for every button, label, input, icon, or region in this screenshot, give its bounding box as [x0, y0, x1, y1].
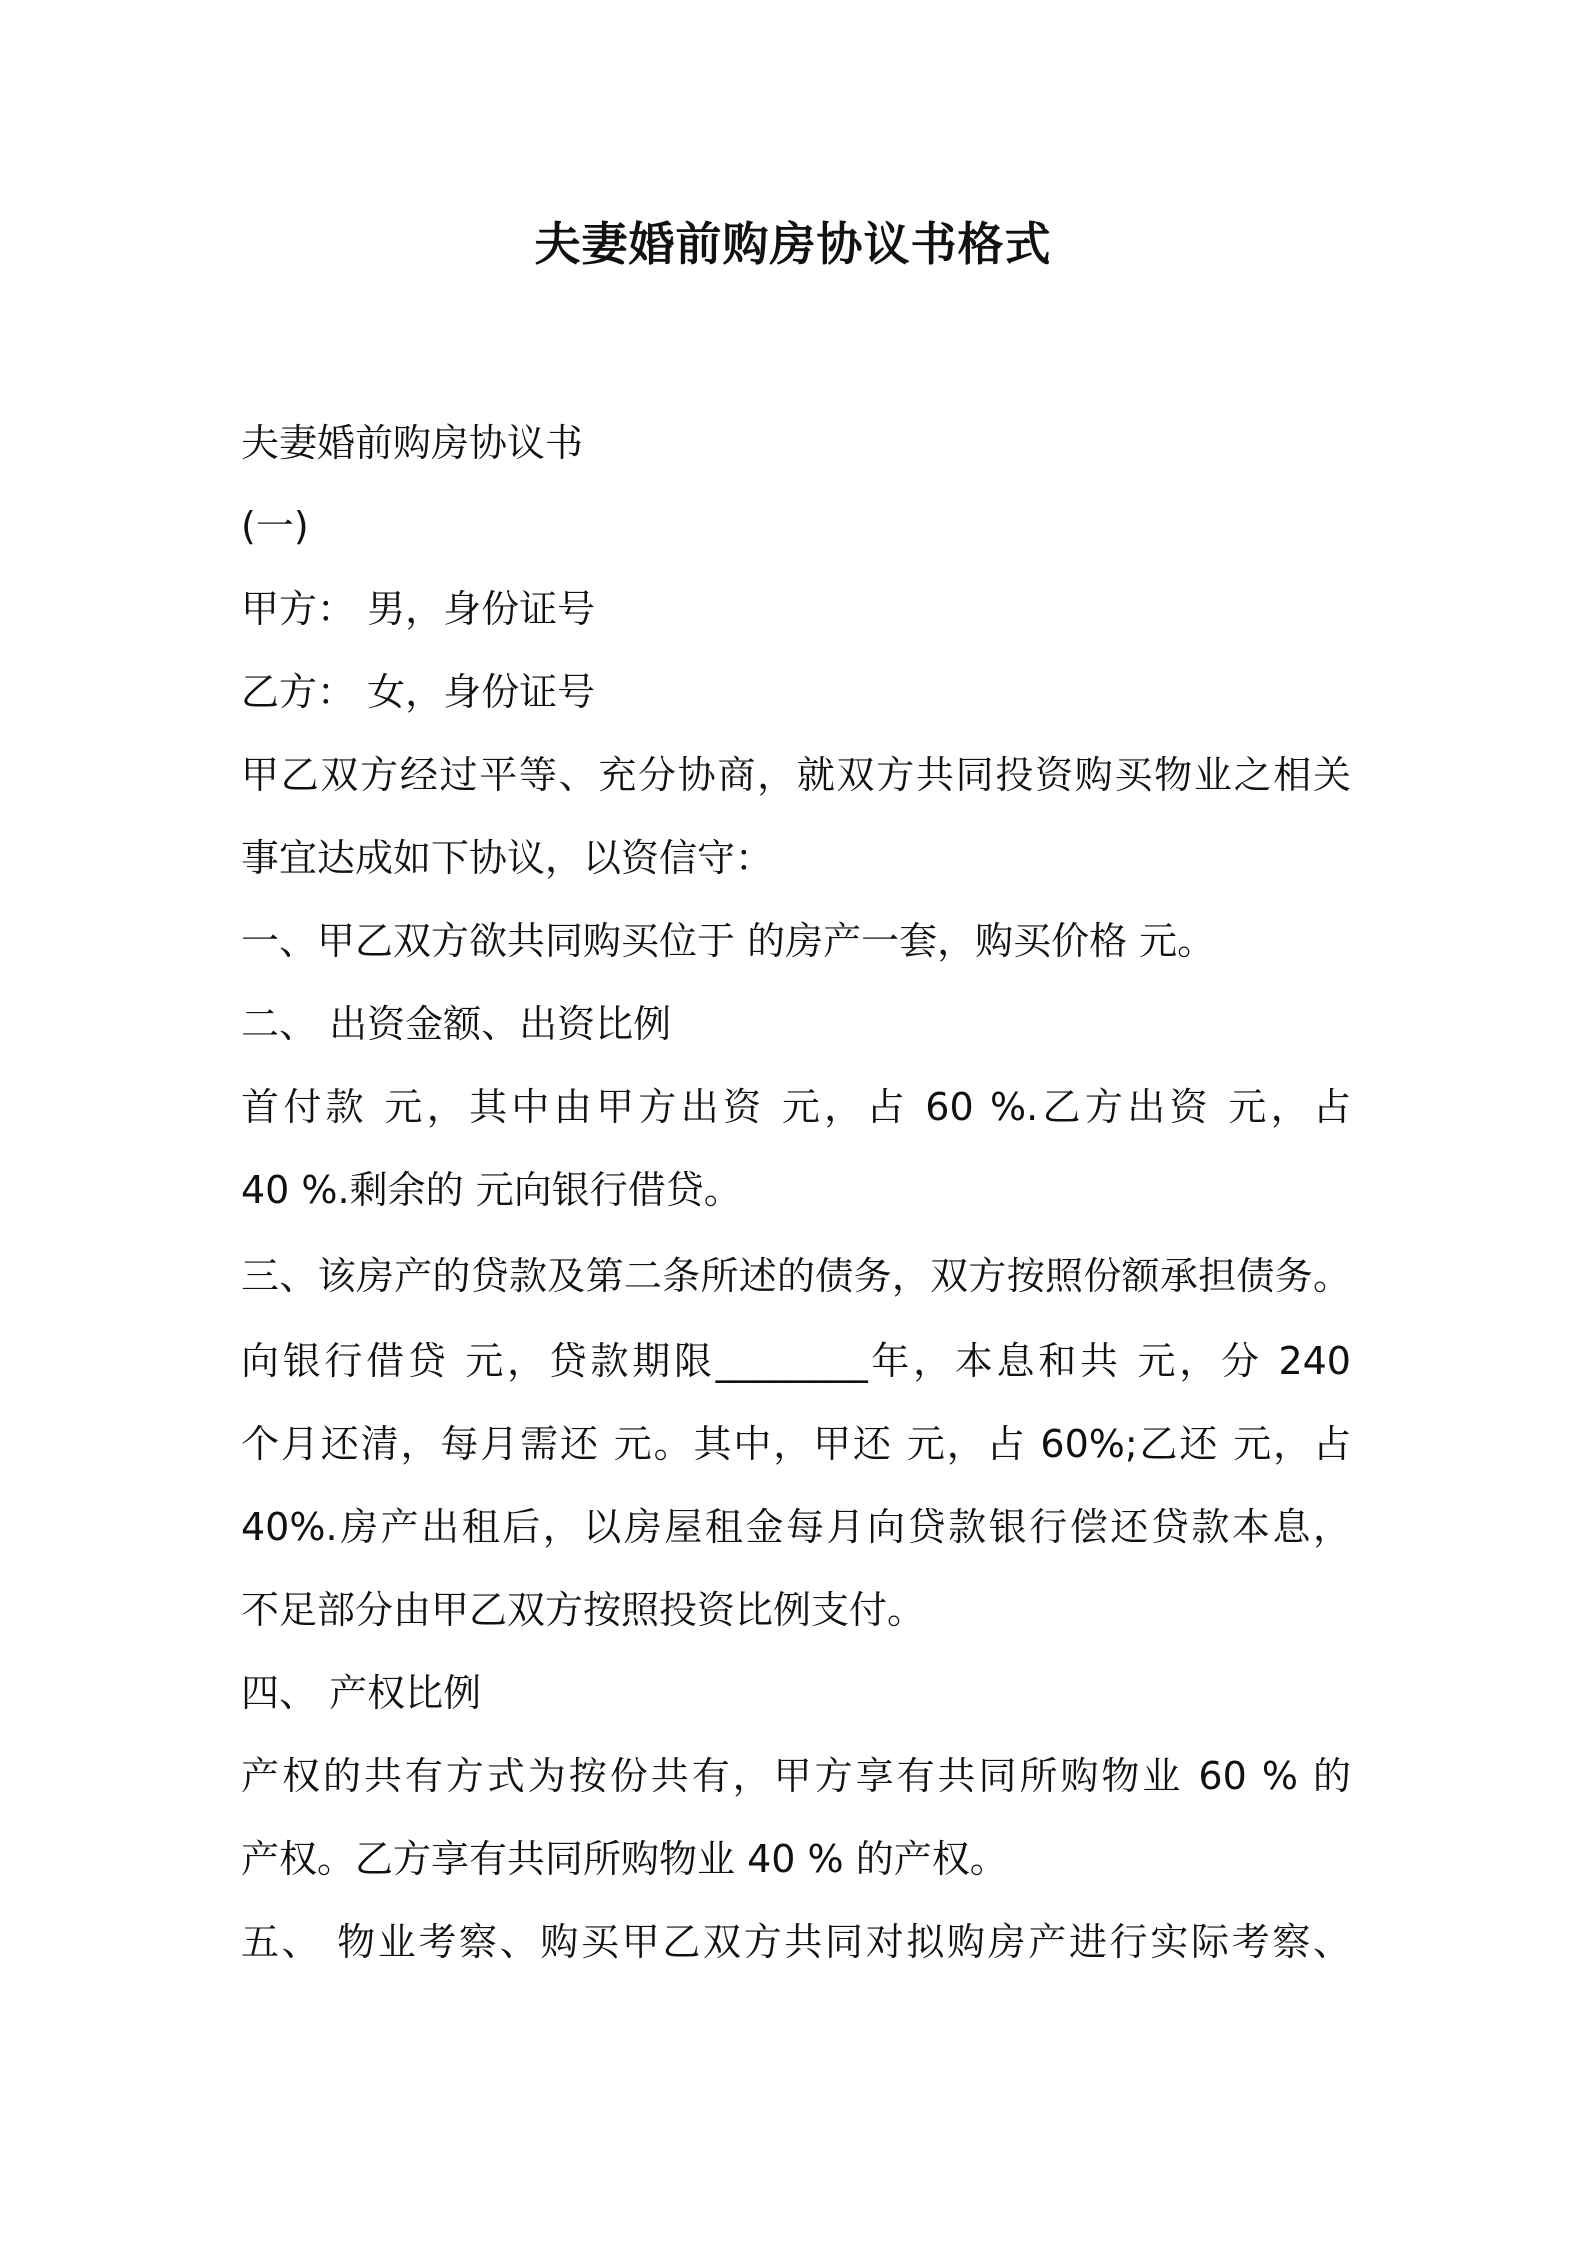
document-title: 夫妻婚前购房协议书格式 — [534, 217, 1052, 271]
clause-3-line-3: 40%.房产出租后，以房屋租金每月向贷款银行偿还贷款本息， — [241, 1505, 1351, 1549]
clause-2-line-2: 40 %.剩余的 元向银行借贷。 — [241, 1168, 742, 1212]
clause-4-line-1: 产权的共有方式为按份共有，甲方享有共同所购物业 60 % 的 — [241, 1754, 1351, 1798]
clause-4-heading: 四、 产权比例 — [241, 1671, 482, 1715]
clause-2-heading: 二、 出资金额、出资比例 — [241, 1002, 672, 1046]
party-a-line: 甲方： 男，身份证号 — [241, 587, 596, 631]
document-body — [241, 402, 1351, 1984]
clause-3-heading: 三、该房产的贷款及第二条所述的债务，双方按照份额承担债务。 — [241, 1254, 1351, 1298]
clause-3-line-2: 个月还清，每月需还 元。其中，甲还 元，占 60%;乙还 元，占 — [241, 1422, 1351, 1466]
section-number: (一) — [241, 504, 309, 548]
clause-3-line-4: 不足部分由甲乙双方按照投资比例支付。 — [241, 1588, 926, 1632]
intro-paragraph-line-1: 甲乙双方经过平等、充分协商，就双方共同投资购买物业之相关 — [241, 753, 1351, 797]
clause-5-heading: 五、 物业考察、购买甲乙双方共同对拟购房产进行实际考察、 — [241, 1920, 1351, 1964]
clause-4-line-2: 产权。乙方享有共同所购物业 40 % 的产权。 — [241, 1837, 1008, 1881]
intro-paragraph-line-2: 事宜达成如下协议，以资信守： — [241, 836, 774, 880]
clause-2-line-1: 首付款 元，其中由甲方出资 元，占 60 %.乙方出资 元，占 — [241, 1085, 1351, 1129]
clause-3-line-1: 向银行借贷 元，贷款期限________年，本息和共 元，分 240 — [241, 1339, 1351, 1383]
clause-1-line: 一、甲乙双方欲共同购买位于 的房产一套，购买价格 元。 — [241, 919, 1216, 963]
agreement-heading: 夫妻婚前购房协议书 — [241, 421, 584, 465]
party-b-line: 乙方： 女，身份证号 — [241, 670, 596, 714]
